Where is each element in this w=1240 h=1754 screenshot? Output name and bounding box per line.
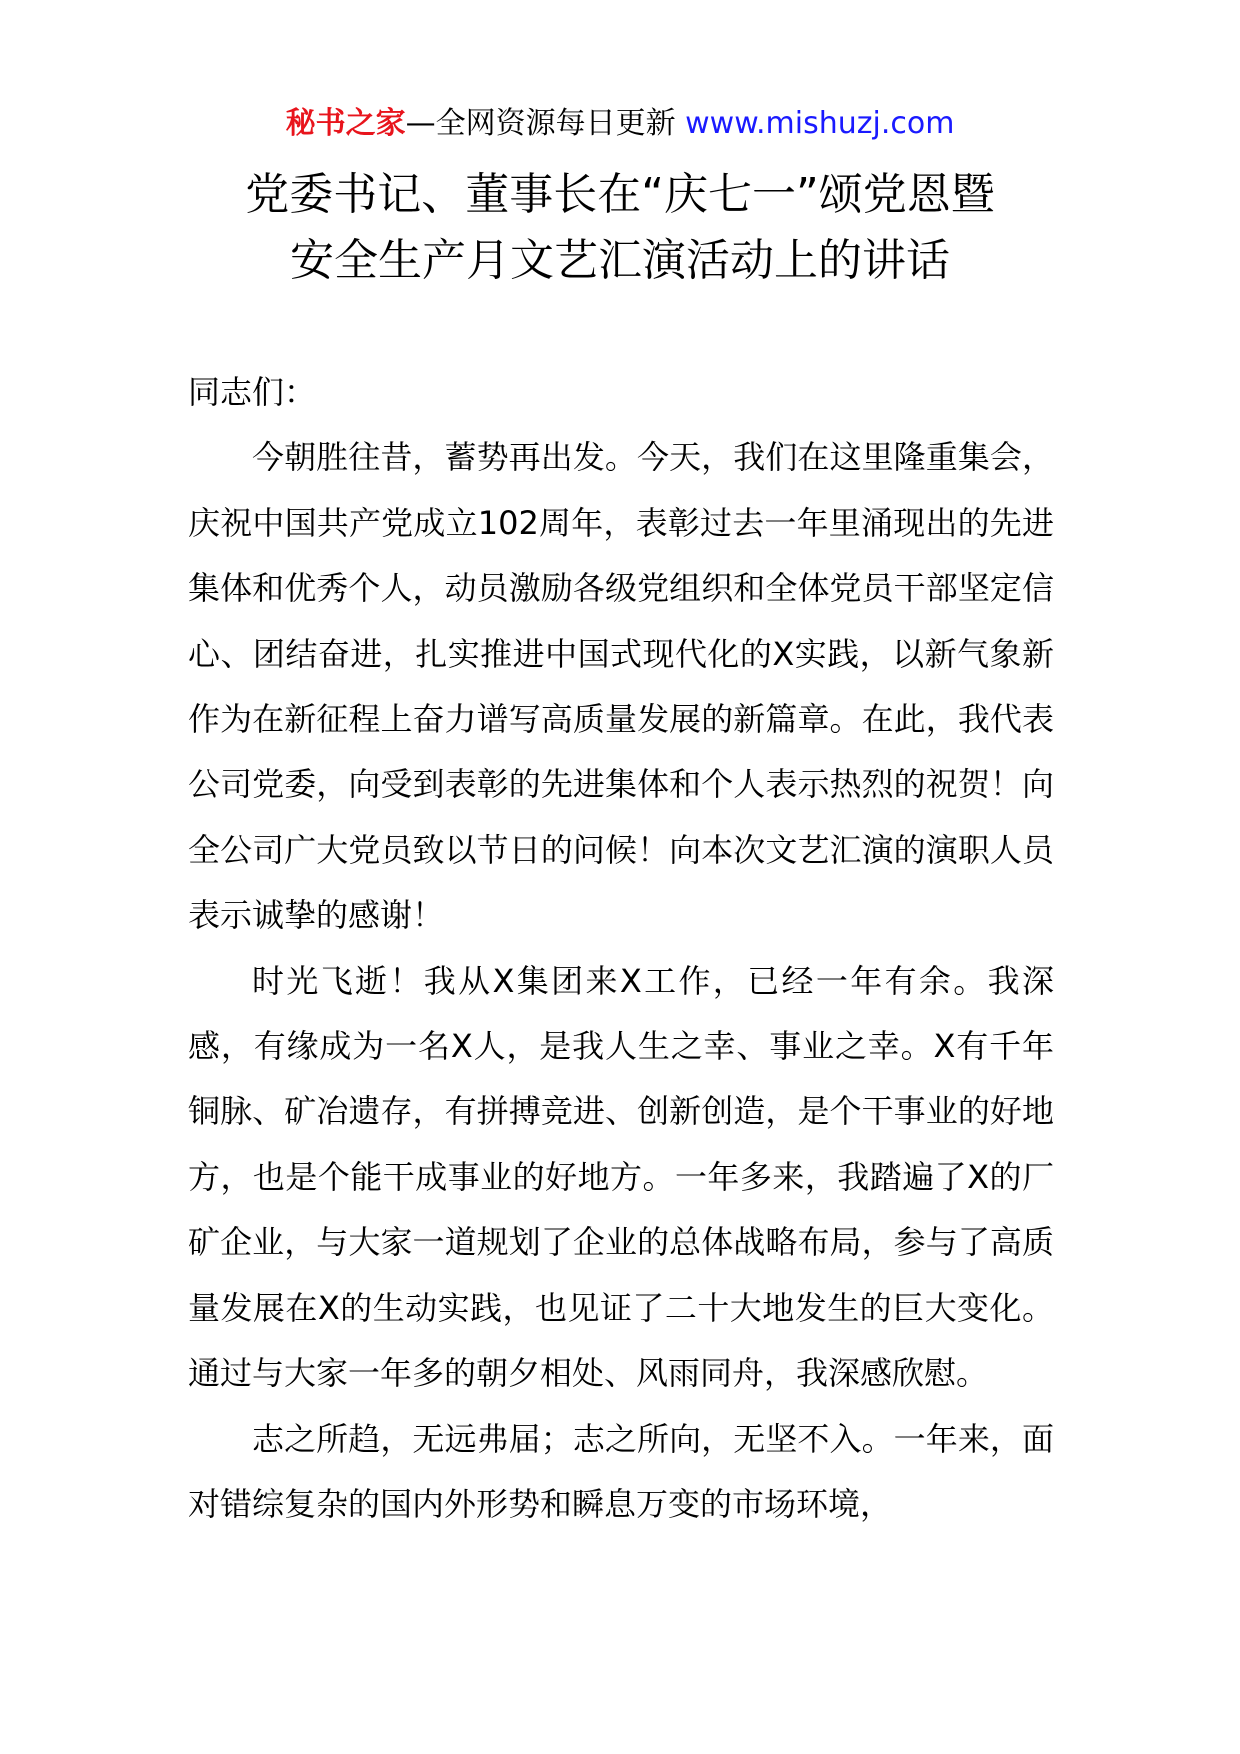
banner-slogan: —全网资源每日更新 (405, 106, 676, 141)
paragraph-2: 时光飞逝！我从X集团来X工作，已经一年有余。我深感，有缘成为一名X人，是我人生之幸、事业之幸。X有千年铜脉、矿冶遗存，有拼搏竞进、创新创造，是个干事业的好地方，也是个能干成事业的好地方。一年多来，我踏遍了X的厂矿企业，与大家一道规划了企业的总体战略布局，参与了高质量发展在X的生动实践，也见证了二十大地发生的巨大变化。通过与大家一年多的朝夕相处、风雨同舟，我深感欣慰。 (188, 961, 1054, 1393)
title-line-2: 安全生产月文艺汇演活动上的讲话 (290, 235, 950, 286)
document-title (0, 162, 1240, 294)
salutation: 同志们： (188, 373, 317, 411)
paragraph-1: 今朝胜往昔，蓄势再出发。今天，我们在这里隆重集会，庆祝中国共产党成立102周年，表彰过去一年里涌现出的先进集体和优秀个人，动员激励各级党组织和全体党员干部坚定信心、团结奋进，扎实推进中国式现代化的X实践，以新气象新作为在新征程上奋力谱写高质量发展的新篇章。在此，我代表公司党委，向受到表彰的先进集体和个人表示热烈的祝贺！向全公司广大党员致以节日的问候！向本次文艺汇演的演职人员表示诚挚的感谢！ (188, 438, 1054, 935)
brand-name: 秘书之家 (285, 106, 406, 141)
paragraph-3: 志之所趋，无远弗届；志之所向，无坚不入。一年来，面对错综复杂的国内外形势和瞬息万变的市场环境， (188, 1419, 1054, 1523)
site-url-link[interactable]: www.mishuzj.com (685, 106, 955, 141)
document-body (188, 360, 1054, 1537)
site-banner (0, 104, 1240, 144)
title-line-1: 党委书记、董事长在“庆七一”颂党恩暨 (245, 169, 995, 220)
